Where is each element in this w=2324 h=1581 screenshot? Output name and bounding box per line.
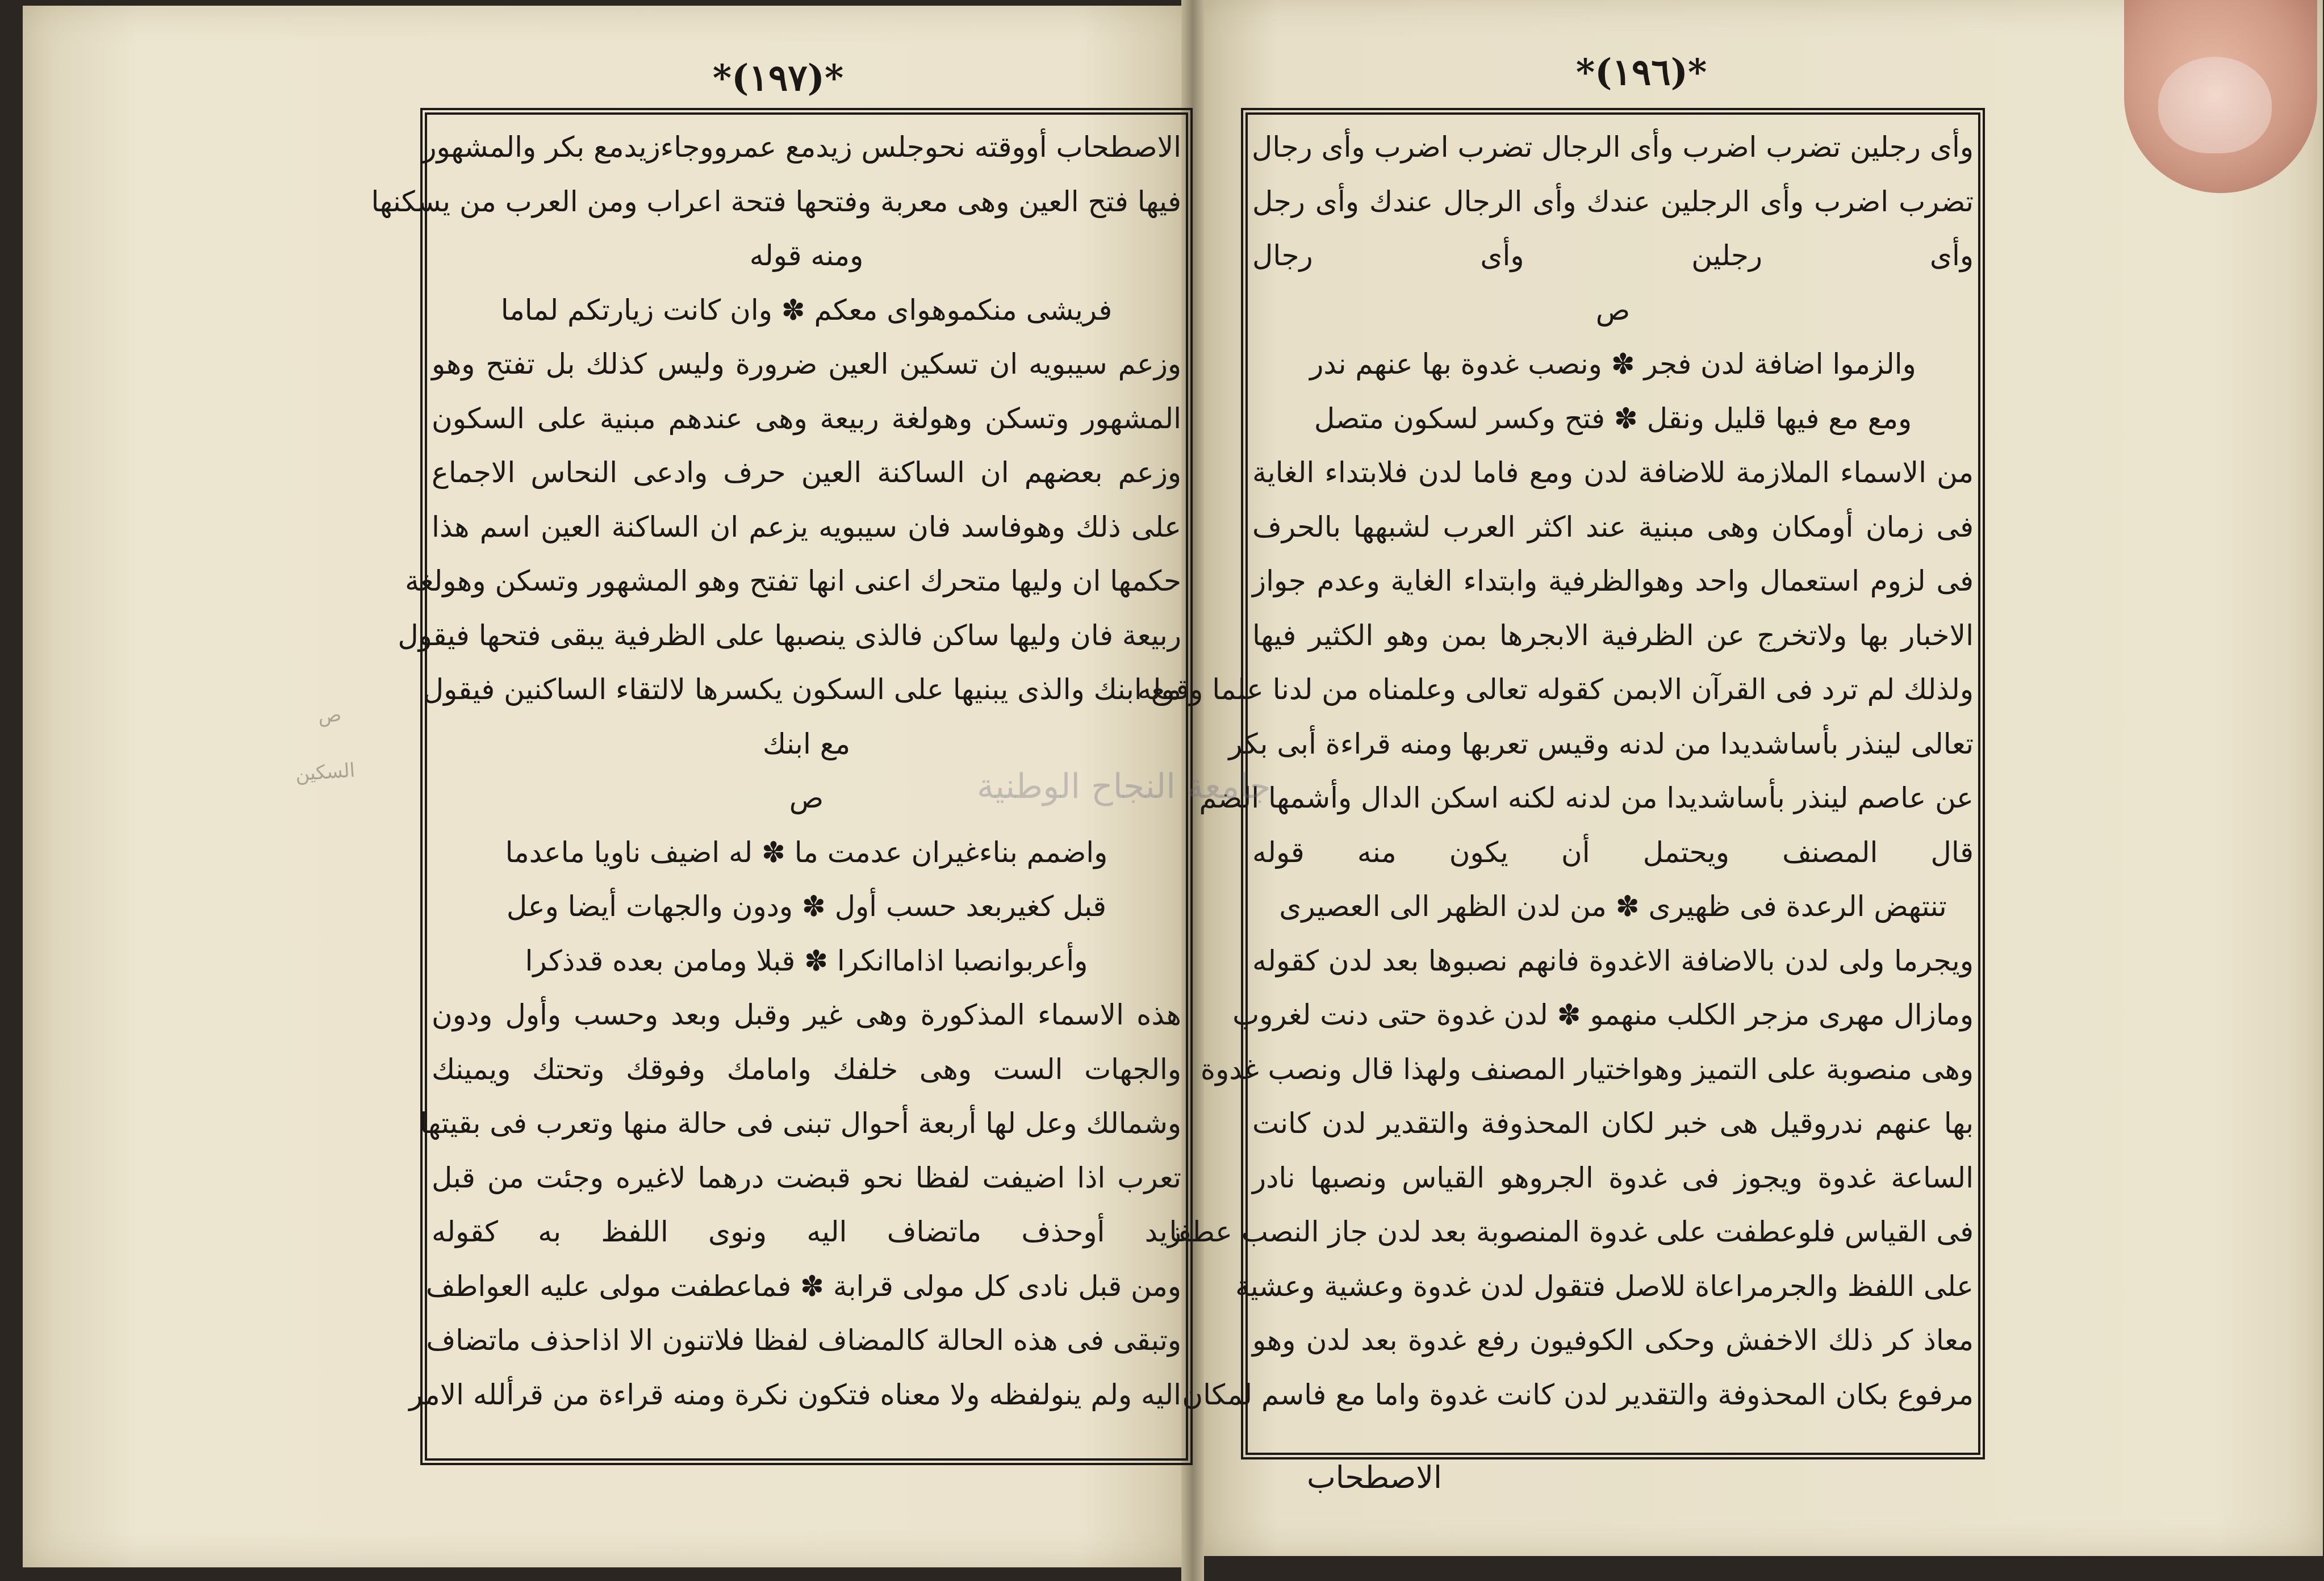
margin-note-1: ص <box>317 703 342 728</box>
left-page-text-line: قبل كغيربعد حسب أول ✽ ودون والجهات أيضا وعل <box>506 890 1107 923</box>
right-page-text-line: وأى رجلين وأى رجال <box>1252 239 1974 272</box>
left-page-text-line: زيد أوحذف ماتضاف اليه ونوى اللفظ به كقوله <box>432 1215 1181 1248</box>
right-page-text-line: على اللفظ والجرمراعاة للاصل فتقول لدن غدوة وعشية وعشية <box>1235 1269 1974 1303</box>
right-page-text-line: وهى منصوبة على التميز وهواختيار المصنف ولهذا قال ونصب غدوة <box>1200 1052 1974 1086</box>
library-watermark: جامعة النجاح الوطنية <box>977 767 1271 806</box>
right-page-text-line: معاذ كر ذلك الاخفش وحكى الكوفيون رفع غدوة بعد لدن وهو <box>1252 1324 1974 1357</box>
right-page-text-line: تضرب اضرب وأى الرجلين عندك وأى الرجال عندك وأى رجل <box>1252 185 1974 218</box>
right-page-text-line: فى لزوم استعمال واحد وهوالظرفية وابتداء الغاية وعدم جواز <box>1252 564 1974 597</box>
right-page-text-line: تنتهض الرعدة فى ظهيرى ✽ من لدن الظهر الى العصيرى <box>1279 890 1947 923</box>
left-page-text-line: تعرب اذا اضيفت لفظا نحو قبضت درهما لاغيره وجئت من قبل <box>432 1161 1181 1194</box>
left-page-text-line: الاصطحاب أووقته نحوجلس زيدمع عمرووجاءزيدمع بكر والمشهور <box>423 131 1181 164</box>
left-page-text-line: فيها فتح العين وهى معربة وفتحها فتحة اعراب ومن العرب من يسكنها <box>371 185 1181 218</box>
left-page-text-line: ص <box>789 781 824 814</box>
right-page-text-line: الساعة غدوة ويجوز فى غدوة الجروهو القياس ونصبها نادر <box>1252 1161 1974 1194</box>
margin-note-2: السكين <box>294 759 356 786</box>
right-page-text-line: ويجرما ولى لدن بالاضافة الاغدوة فانهم نصبوها بعد لدن كقوله <box>1252 944 1974 977</box>
left-page-text-line: مع ابنك <box>762 727 851 760</box>
left-page-text-line: وتبقى فى هذه الحالة كالمضاف لفظا فلاتنون الا اذاحذف ماتضاف <box>426 1324 1181 1357</box>
right-page-number: *(١٩٦)* <box>1575 51 1707 94</box>
right-page-text-line: قال المصنف ويحتمل أن يكون منه قوله <box>1252 835 1974 869</box>
right-page-text-line: والزموا اضافة لدن فجر ✽ ونصب غدوة بها عنهم ندر <box>1310 348 1916 380</box>
left-page-text-line: ومن قبل نادى كل مولى قرابة ✽ فماعطفت مولى عليه العواطف <box>425 1269 1181 1303</box>
left-page-text-line: اليه ولم ينولفظه ولا معناه فتكون نكرة ومنه قراءة من قرألله الامر <box>409 1378 1181 1411</box>
right-page-text-line: ومع مع فيها قليل ونقل ✽ فتح وكسر لسكون متصل <box>1314 401 1912 435</box>
right-page-text-line: مرفوع بكان المحذوفة والتقدير لدن كانت غدوة واما مع فاسم لمكان <box>1182 1378 1974 1411</box>
left-page-number: *(١٩٧)* <box>712 57 844 99</box>
right-page-text-line: من الاسماء الملازمة للاضافة لدن ومع فاما لدن فلابتداء الغاية <box>1252 456 1974 489</box>
right-page-text-line: فى زمان أومكان وهى مبنية عند اكثر العرب لشبهها بالحرف <box>1252 510 1974 543</box>
left-page-text-line: هذه الاسماء المذكورة وهى غير وقبل وبعد وحسب وأول ودون <box>432 998 1181 1031</box>
left-page-text-line: ومنه قوله <box>749 239 864 272</box>
left-page-text-line: واضمم بناءغيران عدمت ما ✽ له اضيف ناويا ماعدما <box>505 835 1108 869</box>
left-page-text-line: على ذلك وهوفاسد فان سيبويه يزعم ان الساكنة العين اسم هذا <box>432 510 1181 543</box>
right-page-text-line: تعالى لينذر بأساشديدا من لدنه وقيس تعربها ومنه قراءة أبى بكر <box>1228 727 1974 760</box>
left-page-text-line: وزعم بعضهم ان الساكنة العين حرف وادعى النحاس الاجماع <box>432 456 1181 489</box>
left-page-text-line: والجهات الست وهى خلفك وامامك وفوقك وتحتك ويمينك <box>432 1052 1181 1086</box>
left-page-text-line: حكمها ان وليها متحرك اعنى انها تفتح وهو المشهور وتسكن وهولغة <box>405 564 1181 597</box>
right-page-text-line: الاخبار بها ولاتخرج عن الظرفية الابجرها بمن وهو الكثير فيها <box>1252 618 1974 652</box>
left-page-text-line: وزعم سيبويه ان تسكين العين ضرورة وليس كذلك بل تفتح وهو <box>432 348 1181 380</box>
thumb-nail <box>2158 57 2272 153</box>
right-page-text-line: عن عاصم لينذر بأساشديدا من لدنه لكنه اسكن الدال وأشمها الضم <box>1199 781 1974 814</box>
right-text-block <box>1137 120 1974 1449</box>
left-page-text-line: فريشى منكموهواى معكم ✽ وان كانت زيارتكم لماما <box>500 293 1113 327</box>
catchword: الاصطحاب <box>1306 1459 1443 1495</box>
right-page-text-line: بها عنهم ندروقيل هى خبر لكان المحذوفة والتقدير لدن كانت <box>1252 1107 1974 1140</box>
left-page-text-line: ربيعة فان وليها ساكن فالذى ينصبها على الظرفية يبقى فتحها فيقول <box>398 618 1181 652</box>
left-page-text-line: وأعربوانصبا اذاماانكرا ✽ قبلا ومامن بعده قدذكرا <box>525 944 1088 977</box>
right-page-text-line: وأى رجلين تضرب اضرب وأى الرجال تضرب اضرب وأى رجال <box>1252 131 1974 164</box>
left-page-text-line: المشهور وتسكن وهولغة ربيعة وهى عندهم مبنية على السكون <box>432 401 1181 435</box>
right-page-text-line: ص <box>1595 293 1631 327</box>
left-page-text-line: وشمالك وعل لها أربعة أحوال تبنى فى حالة منها وتعرب فى بقيتها <box>419 1107 1181 1140</box>
left-page-text-line: مع ابنك والذى يبنيها على السكون يكسرها لالتقاء الساكنين فيقول <box>423 673 1181 706</box>
right-page-text-line: فى القياس فلوعطفت على غدوة المنصوبة بعد لدن جاز النصب عطفا <box>1169 1215 1974 1248</box>
right-page-text-line: ومازال مهرى مزجر الكلب منهمو ✽ لدن غدوة حتى دنت لغروب <box>1232 998 1974 1031</box>
right-page-text-line: ولذلك لم ترد فى القرآن الابمن كقوله تعالى وعلمناه من لدنا علما وقوله <box>1137 673 1974 706</box>
